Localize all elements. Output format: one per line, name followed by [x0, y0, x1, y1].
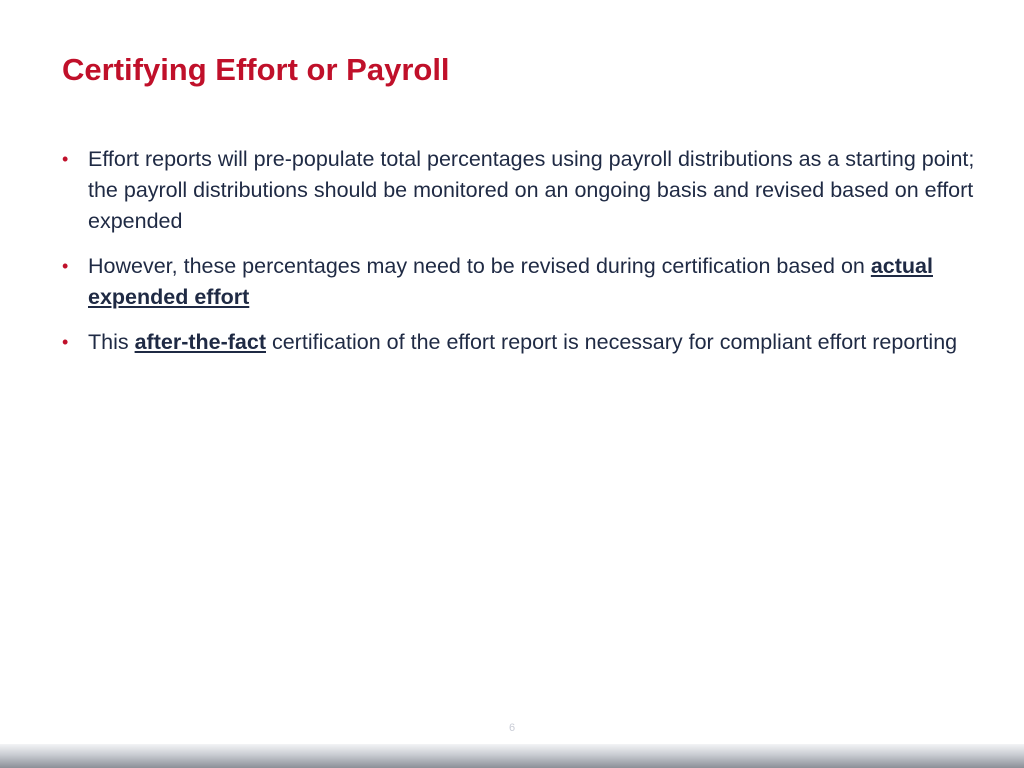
- footer-band: [0, 744, 1024, 768]
- bullet-icon: •: [62, 332, 69, 352]
- bullet-item-2: [62, 251, 982, 313]
- bullet-item-1: [62, 144, 982, 237]
- bullet-text-continued: certification of the effort report is necessary for compliant effort reporting: [266, 330, 958, 354]
- bullet-text: However, these percentages may need to be revised during certification based on: [88, 254, 871, 278]
- page-number: 6: [508, 722, 516, 734]
- slide-title: Certifying Effort or Payroll: [62, 52, 450, 87]
- bullet-item-3: [62, 327, 982, 358]
- bullet-text: Effort reports will pre-populate total percentages using payroll distributions as a starting point; the payroll distributions should be monitored on an ongoing basis and revised based on effort expended: [88, 147, 975, 233]
- emphasized-term: after-the-fact: [134, 330, 266, 354]
- bullet-text: This: [88, 330, 135, 354]
- bullet-icon: •: [62, 256, 69, 276]
- bullet-list: [62, 144, 982, 372]
- bullet-icon: •: [62, 149, 69, 169]
- emphasized-term: actual expended effort: [88, 254, 933, 309]
